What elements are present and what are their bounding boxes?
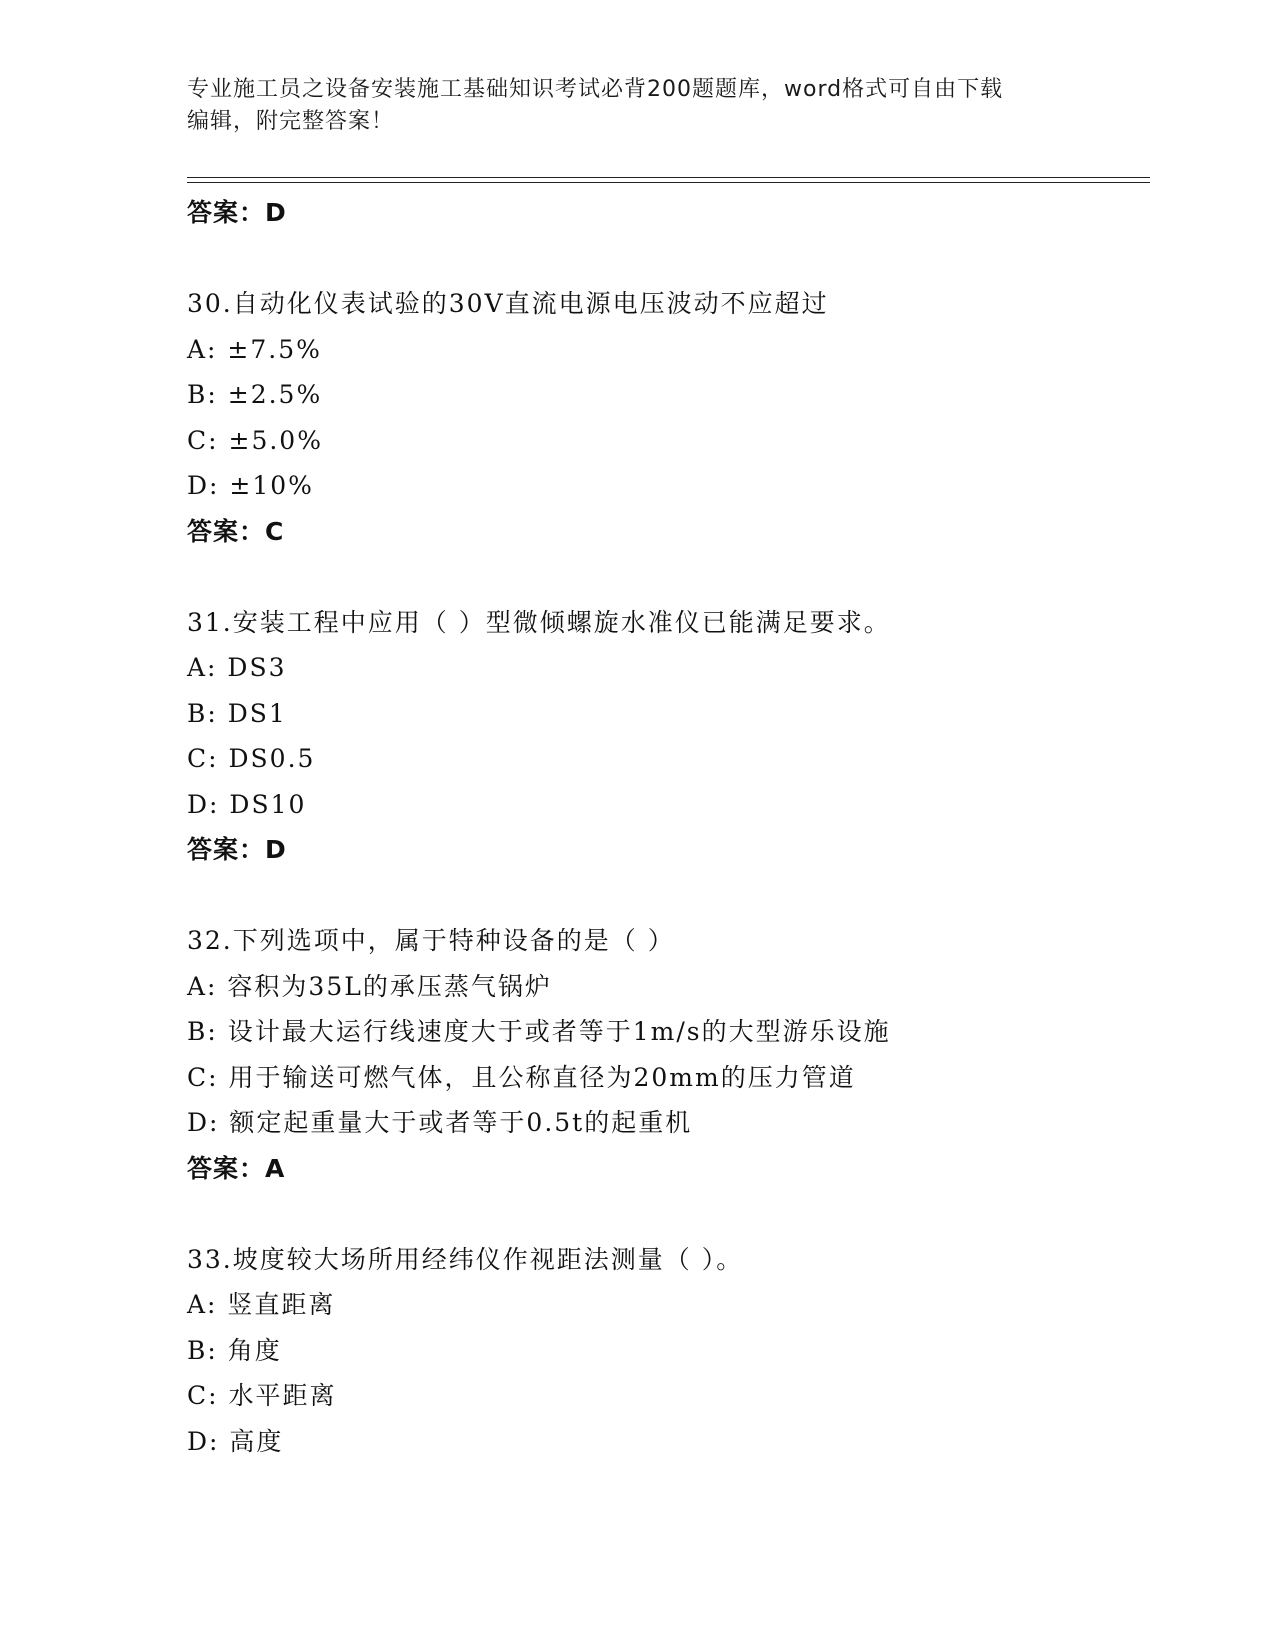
option-c: C: ±5.0% — [187, 425, 323, 455]
option-d: D: 高度 — [187, 1426, 284, 1456]
option-a: A: 容积为35L的承压蒸气锅炉 — [187, 971, 552, 1001]
answer-line: 答案：D — [187, 835, 287, 864]
question-stem: 30.自动化仪表试验的30V直流电源电压波动不应超过 — [187, 289, 829, 318]
question-31 — [187, 600, 1147, 873]
spacer — [187, 1191, 1147, 1237]
option-a: A: ±7.5% — [187, 334, 322, 364]
answer-line: 答案：C — [187, 516, 285, 546]
header-divider-top — [187, 177, 1150, 178]
header-line-1: 专业施工员之设备安装施工基础知识考试必背200题题库，word格式可自由下载 — [187, 77, 1004, 102]
question-stem: 33.坡度较大场所用经纬仪作视距法测量（ ）。 — [187, 1244, 744, 1274]
question-32 — [187, 918, 1147, 1191]
option-b: B: DS1 — [187, 698, 287, 728]
option-d: D: DS10 — [187, 789, 307, 819]
option-b: B: 角度 — [187, 1335, 282, 1365]
option-d: D: ±10% — [187, 471, 314, 500]
option-b: B: 设计最大运行线速度大于或者等于1m/s的大型游乐设施 — [187, 1017, 891, 1046]
question-30 — [187, 281, 1147, 554]
question-stem: 31.安装工程中应用（ ）型微倾螺旋水准仪已能满足要求。 — [187, 607, 891, 637]
document-header — [187, 74, 1067, 138]
document-body — [187, 190, 1147, 1464]
option-c: C: 水平距离 — [187, 1381, 337, 1410]
question-33 — [187, 1237, 1147, 1465]
header-line-2: 编辑，附完整答案！ — [187, 109, 395, 134]
option-d: D: 额定起重量大于或者等于0.5t的起重机 — [187, 1108, 693, 1137]
answer-line: 答案：A — [187, 1153, 286, 1183]
question-stem: 32.下列选项中，属于特种设备的是（ ） — [187, 926, 675, 955]
option-a: A: DS3 — [187, 653, 287, 682]
spacer — [187, 554, 1147, 600]
option-b: B: ±2.5% — [187, 380, 323, 409]
option-c: C: DS0.5 — [187, 744, 316, 773]
spacer — [187, 236, 1147, 282]
option-a: A: 竖直距离 — [187, 1290, 336, 1319]
spacer — [187, 873, 1147, 919]
answer-line: 答案：D — [187, 198, 287, 227]
option-c: C: 用于输送可燃气体，且公称直径为20mm的压力管道 — [187, 1062, 856, 1092]
header-divider-bottom — [187, 182, 1150, 183]
